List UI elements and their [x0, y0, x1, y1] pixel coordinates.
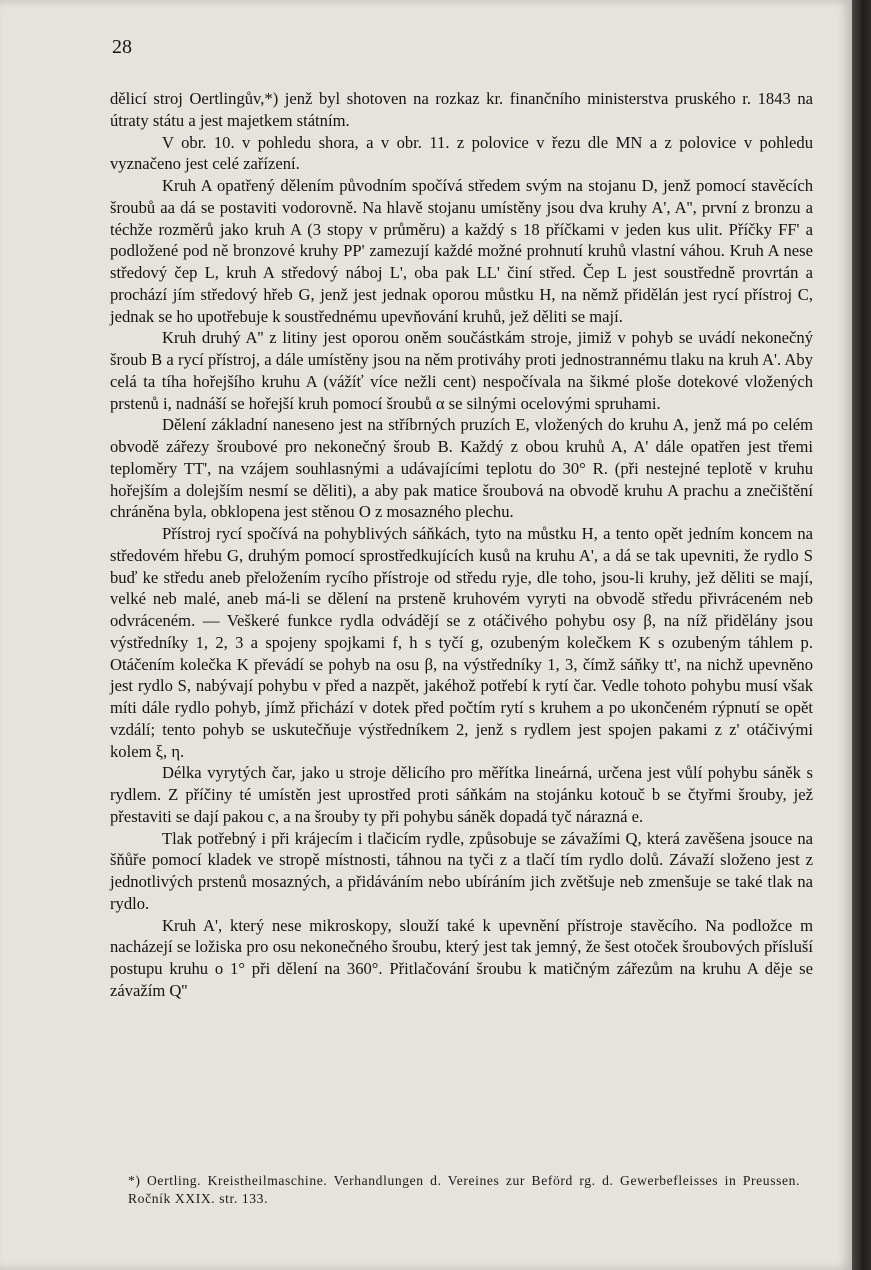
- paragraph: V obr. 10. v pohledu shora, a v obr. 11. z polovice v řezu dle MN a z polovice v pohledu vyznačeno jest celé zařízení.: [110, 132, 813, 174]
- body-text: [110, 88, 813, 1002]
- page-number: 28: [112, 36, 132, 58]
- paragraph: dělicí stroj Oertlingův,*) jenž byl shotoven na rozkaz kr. finančního ministerstva pruského r. 1843 na útraty státu a jest majetkem státním.: [110, 89, 813, 130]
- footnote: *) Oertling. Kreistheilmaschine. Verhandlungen d. Vereines zur Beförd rg. d. Gewerbefleisses in Preussen. Ročník XXIX. str. 133.: [128, 1173, 800, 1206]
- paragraph: Dělení základní naneseno jest na stříbrných pruzích E, vložených do kruhu A, jenž má po celém obvodě zářezy šroubové pro nekonečný šroub B. Každý z obou kruhů A, A' dále opatřen jest třemi teploměry TT', na vzájem souhlasnými a udávajícími teplotu do 30° R. (při nestejné teplotě v kruhu hořejším a dolejším nesmí se děliti), a aby pak matice šroubová na obvodě kruhu A prachu a znečištění chráněna byla, obklopena jest stěnou O z mosazného plechu.: [110, 415, 813, 522]
- book-spine-edge: [852, 0, 871, 1270]
- paragraph: Přístroj rycí spočívá na pohyblivých sáňkách, tyto na můstku H, a tento opět jedním koncem na středovém hřebu G, druhým pomocí sprostředkujících kusů na kruhu A', a dá se tak upevniti, že rydlo S buď ke středu aneb přeložením rycího přístroje od středu ryje, dle toho, jsou-li kruhy, jež děliti se mají, velké neb malé, aneb má-li se dělení na prstenĕ kruhovém vyryti na obvodě středu přivráceném neb odvráceném. — Veškeré funkce rydla odvádějí se z otáčivého pohybu osy β, na níž přidělány jsou výstředníky 1, 2, 3 a spojeny spojkami f, h s tyčí g, ozubeným kolečkem K s ozubeným táhlem p. Otáčením kolečka K převádí se pohyb na osu β, na výstředníky 1, 3, čímž sáňky tt', na nichž upevněno jest rydlo S, nabývají pohybu v před a nazpět, jakéhož potřebí k rytí čar. Vedle tohoto pohybu musí však míti dále rydlo pohyb, jímž přichází v dotek před počtím rytí s kruhem a po ukončeném rýpnutí se opět vzdálí; tento pohyb se uskutečňuje výstředníkem 2, jenž s rydlem jest spojen pakami z z' otáčivými kolem ξ, η.: [110, 524, 813, 761]
- paragraph: Kruh druhý A'' z litiny jest oporou oněm součástkám stroje, jimiž v pohyb se uvádí nekonečný šroub B a rycí přístroj, a dále umístěny jsou na něm protiváhy proti jednostrannému tlaku na kruh A'. Aby celá ta tíha hořejšího kruhu A (vážíť více nežli cent) nespočívala na šikmé ploše dotekové vložených prstenů i, nadnáší se hořejší kruh pomocí šroubů α se silnými ocelovými spruhami.: [110, 328, 813, 413]
- paragraph: Tlak potřebný i při krájecím i tlačicím rydle, způsobuje se závažími Q, která zavěšena jsouce na šňůře pomocí kladek ve stropě místnosti, táhnou na tyči z a tlačí tím rydlo dolů. Závaží složeno jest z jednotlivých prstenů mosazných, a přidáváním nebo ubíráním jich zvětšuje neb zmenšuje se také tlak na rydlo.: [110, 828, 813, 913]
- paragraph: Délka vyrytých čar, jako u stroje dělicího pro měřítka lineárná, určena jest vůlí pohybu sáněk s rydlem. Z příčiny té umístěn jest uprostřed proti sáňkám na stojánku kotouč b se čtyřmi šrouby, jež přestaviti se dají pakou c, a na šrouby ty při pohybu sáněk dopadá tyč nárazná e.: [110, 763, 813, 826]
- paragraph: Kruh A opatřený dělením původním spočívá středem svým na stojanu D, jenž pomocí stavěcích šroubů aa dá se postaviti vodorovně. Na hlavě stojanu umístěny jsou dva kruhy A', A'', první z bronzu a téchže rozměrů jako kruh A (3 stopy v průměru) a každý s 18 příčkami v jeden kus ulit. Příčky FF' a podložené pod ně bronzové kruhy PP' zamezují každé možné prohnutí kruhů vlastní váhou. Kruh A nese středový čep L, kruh A středový náboj L', oba pak LL' činí střed. Čep L jest soustředně provrtán a prochází jím středový hřeb G, jenž jest jednak oporou můstku H, na němž přidělán jest rycí přístroj C, jednak se ho upotřebuje k soustřednému upevňování kruhů, jež děliti se mají.: [110, 176, 813, 326]
- paragraph: Kruh A', který nese mikroskopy, slouží také k upevnění přístroje stavěcího. Na podložce m nacházejí se ložiska pro osu nekonečného šroubu, který jest tak jemný, že šest otoček šroubových přísluší postupu kruhu o 1° při dělení na 360°. Přitlačování šroubu k matičným zářezům na kruhu A děje se závažím Q'': [110, 915, 813, 1000]
